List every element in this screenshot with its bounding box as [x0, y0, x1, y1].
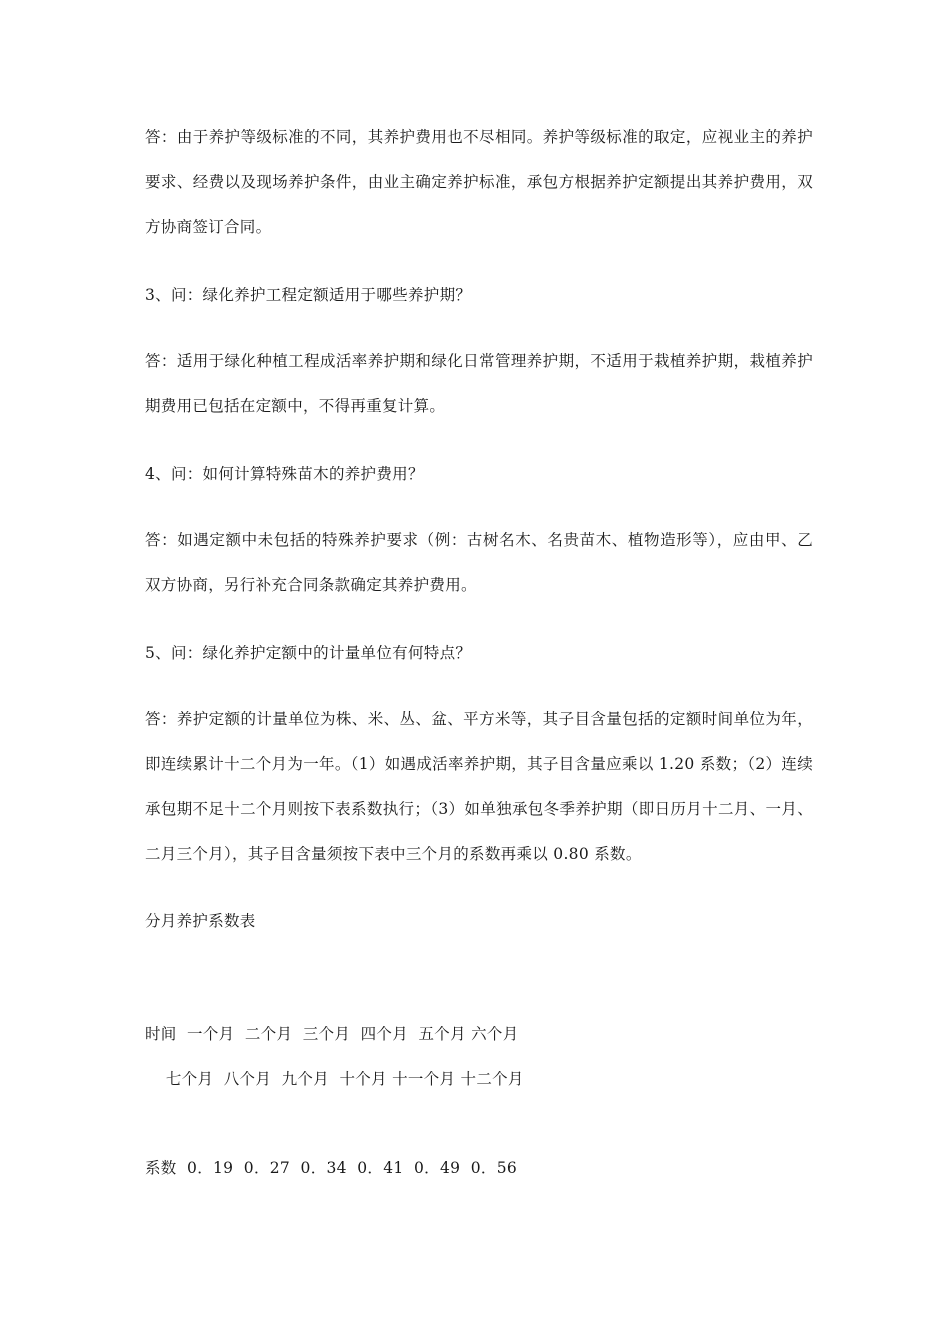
table-coefficient-row: 系数 0．19 0．27 0．34 0．41 0．49 0．56: [145, 1159, 518, 1177]
table-time-row-1: 时间 一个月 二个月 三个月 四个月 五个月 六个月: [145, 1025, 519, 1043]
answer-paragraph-3: 答：适用于绿化种植工程成活率养护期和绿化日常管理养护期，不适用于栽植养护期，栽植养护期费用已包括在定额中，不得再重复计算。: [145, 352, 813, 415]
question-5: 5、问：绿化养护定额中的计量单位有何特点？: [145, 644, 472, 662]
answer-paragraph-5: 答：养护定额的计量单位为株、米、丛、盆、平方米等，其子目含量包括的定额时间单位为年，即连续累计十二个月为一年。（1）如遇成活率养护期，其子目含量应乘以 1.20 系数；（2）连续承包期不足十二个月则按下表系数执行；（3）如单独承包冬季养护期（即日历月十二月、一月、二月三个月），其子目含量须按下表中三个月的系数再乘以 0.80 系数。: [145, 710, 813, 863]
table-title: 分月养护系数表: [145, 912, 256, 930]
answer-paragraph-4: 答：如遇定额中未包括的特殊养护要求（例：古树名木、名贵苗木、植物造形等），应由甲、乙双方协商，另行补充合同条款确定其养护费用。: [145, 531, 813, 594]
table-time-row-2: 七个月 八个月 九个月 十个月 十一个月 十二个月: [145, 1070, 524, 1088]
question-4: 4、问：如何计算特殊苗木的养护费用？: [145, 465, 424, 483]
question-3: 3、问：绿化养护工程定额适用于哪些养护期？: [145, 286, 472, 304]
answer-paragraph-2: 答：由于养护等级标准的不同，其养护费用也不尽相同。养护等级标准的取定，应视业主的养护要求、经费以及现场养护条件，由业主确定养护标准，承包方根据养护定额提出其养护费用，双方协商签订合同。: [145, 128, 813, 236]
